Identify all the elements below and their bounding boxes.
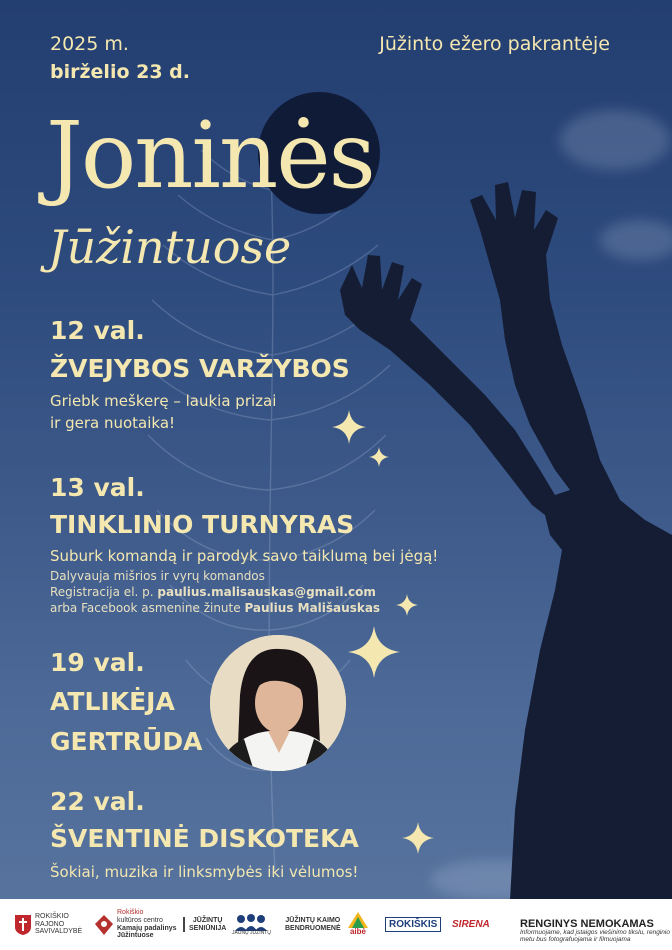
facebook-label: arba Facebook asmenine žinute xyxy=(50,601,245,615)
sparkle-icon xyxy=(369,447,389,467)
culture-centre-text xyxy=(117,909,177,940)
event-1-desc: ir gera nuotaika! xyxy=(50,414,176,432)
rokiskis-logo xyxy=(385,899,441,950)
logo-text: Jūžintuose xyxy=(117,932,154,940)
registration-label: Registracija el. p. xyxy=(50,585,158,599)
sparkle-icon xyxy=(348,626,400,678)
event-2-registration xyxy=(50,585,376,601)
event-1-name: ŽVEJYBOS VARŽYBOS xyxy=(50,354,350,383)
event-4-desc: Šokiai, muzika ir linksmybės iki vėlumos! xyxy=(50,863,359,881)
event-3-name: ATLIKĖJA xyxy=(50,687,175,716)
aibe-icon xyxy=(348,912,368,928)
event-2-note: Dalyvauja mišrios ir vyrų komandos xyxy=(50,569,265,583)
logo-text: ROKIŠKIS xyxy=(385,917,441,932)
performer-photo xyxy=(210,635,346,771)
filming-notice: Informuojame, kad įstaigos viešinimo tikslu, renginio metu bus fotografuojama ir filmuojama xyxy=(520,928,670,944)
logo-text: BENDRUOMENĖ xyxy=(285,924,341,932)
sparkle-icon xyxy=(402,822,434,854)
coat-of-arms-icon xyxy=(14,914,32,936)
event-2-desc: Suburk komandą ir parodyk savo taiklumą bei jėgą! xyxy=(50,547,439,565)
sparkle-icon xyxy=(332,410,366,444)
logo-text: SIRENA xyxy=(452,919,490,930)
logo-text: SENIŪNIJA xyxy=(189,924,227,932)
sparkle-icon xyxy=(396,594,418,616)
event-2-facebook xyxy=(50,601,380,617)
event-location: Jūžinto ežero pakrantėje xyxy=(379,33,610,55)
event-2-name: TINKLINIO TURNYRAS xyxy=(50,510,355,539)
event-1-desc: Griebk meškerę – laukia prizai xyxy=(50,392,277,410)
event-4-name: ŠVENTINĖ DISKOTEKA xyxy=(50,824,359,853)
event-4-time: 22 val. xyxy=(50,787,145,816)
people-icon xyxy=(233,913,269,931)
logo-text: JAUNŲ JŪŽINTŲ xyxy=(232,929,271,936)
logo-text: kultūros centro xyxy=(117,916,163,924)
event-3-time: 19 val. xyxy=(50,648,145,677)
culture-centre-icon xyxy=(94,914,114,936)
rokiskis-municipality-logo xyxy=(14,899,83,950)
poster-title: Joninės xyxy=(46,102,374,209)
free-event-label: RENGINYS NEMOKAMAS xyxy=(520,918,654,930)
logo-text: aibė xyxy=(349,927,366,937)
event-2-time: 13 val. xyxy=(50,473,145,502)
sirena-logo xyxy=(452,899,490,950)
aibe-logo xyxy=(348,899,368,950)
person-silhouette xyxy=(300,170,672,900)
logo-text: Kamajų padalinys xyxy=(117,924,177,932)
community-logo xyxy=(285,899,341,950)
culture-centre-logo xyxy=(94,899,177,950)
logo-text: JŪŽINTŲ KAIMO xyxy=(285,916,341,924)
event-year: 2025 m. xyxy=(50,33,129,55)
eldership-text xyxy=(183,917,226,932)
registration-email[interactable]: paulius.malisauskas@gmail.com xyxy=(157,585,376,599)
youth-logo xyxy=(232,899,271,950)
cloud xyxy=(560,110,670,170)
logo-text: ROKIŠKIO RAJONO SAVIVALDYBĖ xyxy=(35,912,83,936)
juzintai-eldership-logo xyxy=(183,899,226,950)
event-3-name: GERTRŪDA xyxy=(50,727,203,756)
poster-subtitle: Jūžintuose xyxy=(48,220,292,274)
logo-text: Rokiškio xyxy=(117,909,144,917)
event-1-time: 12 val. xyxy=(50,316,145,345)
logo-text: JŪŽINTŲ xyxy=(192,916,223,924)
event-date: birželio 23 d. xyxy=(50,61,190,83)
community-text xyxy=(285,917,341,932)
facebook-contact: Paulius Mališauskas xyxy=(244,601,381,615)
